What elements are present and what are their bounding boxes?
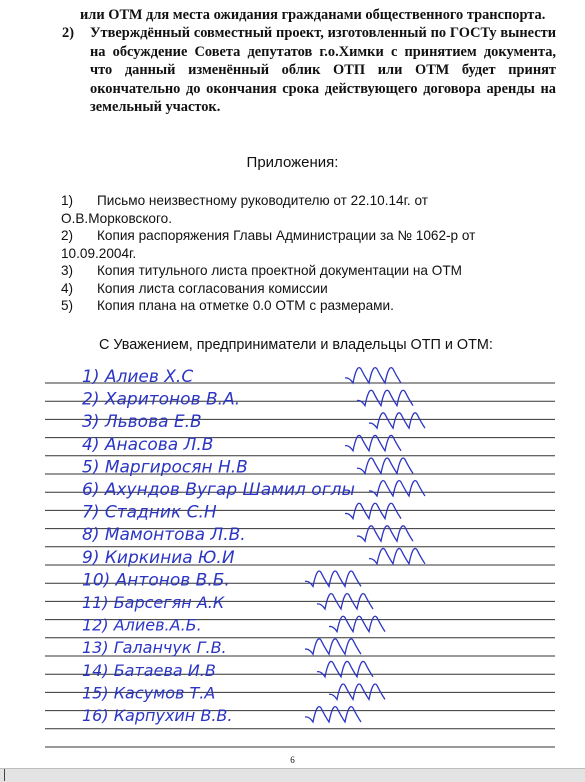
- appendix-number: 3): [61, 263, 74, 278]
- signature-scribble: [357, 390, 413, 405]
- appendix-item: [61, 262, 561, 280]
- signature-scribble: [305, 639, 361, 654]
- signatory-name: 6) Ахундов Вугар Шамил оглы: [82, 480, 355, 500]
- appendix-item: [61, 297, 561, 315]
- signature-scribble: [369, 413, 425, 428]
- appendix-text: Письмо неизвестному руководителю от 22.10.14г. от: [97, 193, 428, 208]
- cursor-mark: [4, 769, 5, 781]
- signature-scribble: [305, 571, 361, 586]
- signature-scribble: [329, 616, 385, 631]
- appendix-number: 1): [61, 193, 74, 208]
- signature-scribble: [369, 548, 425, 563]
- signatory-name: 8) Мамонтова Л.В.: [82, 525, 246, 546]
- appendix-text: Копия титульного листа проектной документации на ОТМ: [97, 263, 462, 278]
- appendix-text: Копия распоряжения Главы Администрации за № 1062-р от: [97, 228, 476, 243]
- signatory-name: 5) Маргиросян Н.В: [82, 457, 248, 478]
- appendix-item: [61, 192, 561, 227]
- item-2-number: 2): [62, 25, 74, 42]
- appendix-title: Приложения:: [246, 154, 339, 171]
- signatory-name: 10) Антонов В.Б.: [82, 570, 230, 591]
- item-2-text: Утверждённый совместный проект, изготовленный по ГОСТу вынести на обсуждение Совета депутатов г.о.Химки с принятием документа, что данный изменённый облик ОТП или ОТМ будет принят окончательно до окончания срока действующего договора аренды на земельный участок.: [90, 25, 556, 116]
- appendix-number: 4): [61, 280, 74, 296]
- signatory-name: 13) Галанчук Г.В.: [82, 638, 227, 658]
- signatory-name: 12) Алиев.А.Б.: [82, 615, 202, 635]
- signatory-name: 3) Львова Е.В: [82, 412, 202, 433]
- signatory-name: 2) Харитонов В.А.: [82, 389, 241, 410]
- appendix-item: [61, 227, 561, 262]
- signature-scribble: [345, 368, 401, 383]
- appendix-list: [61, 192, 561, 315]
- signatory-name: 14) Батаева И.В: [82, 660, 216, 680]
- signature-scribble: [357, 458, 413, 473]
- appendix-item: [61, 280, 561, 298]
- signatory-name: 9) Киркиниа Ю.И: [82, 547, 235, 568]
- appendix-continuation: О.В.Морковского.: [61, 210, 172, 226]
- continuation-paragraph: или ОТМ для места ожидания гражданами общественного транспорта.: [80, 7, 546, 23]
- signatory-name: 7) Стадник С.Н: [82, 502, 217, 523]
- signature-scribble: [345, 503, 401, 518]
- appendix-text: Копия листа согласования комиссии: [97, 280, 328, 296]
- signatory-name: 4) Анасова Л.В: [82, 434, 214, 455]
- regards-line: С Уважением, предприниматели и владельцы ОТП и ОТМ:: [99, 337, 493, 353]
- appendix-number: 2): [61, 228, 74, 243]
- signatory-name: 15) Касумов Т.А: [82, 683, 216, 703]
- viewer-status-bar: [0, 768, 585, 782]
- appendix-continuation: 10.09.2004г.: [61, 245, 137, 261]
- appendix-text: Копия плана на отметке 0.0 ОТМ с размерами.: [97, 298, 394, 313]
- signature-scribble: [329, 684, 385, 699]
- signature-scribble: [305, 707, 361, 722]
- bold-paragraphs: [62, 6, 556, 116]
- appendix-number: 5): [61, 298, 74, 313]
- signature-scribble: [369, 481, 425, 496]
- signatory-name: 1) Алиев Х.С: [82, 367, 194, 387]
- page-number: 6: [290, 755, 295, 765]
- signature-sheet: [0, 350, 585, 750]
- signatory-name: 11) Барсегян А.К: [82, 593, 225, 612]
- signatory-name: 16) Карпухин В.В.: [82, 706, 233, 725]
- item-2-paragraph: [62, 24, 556, 116]
